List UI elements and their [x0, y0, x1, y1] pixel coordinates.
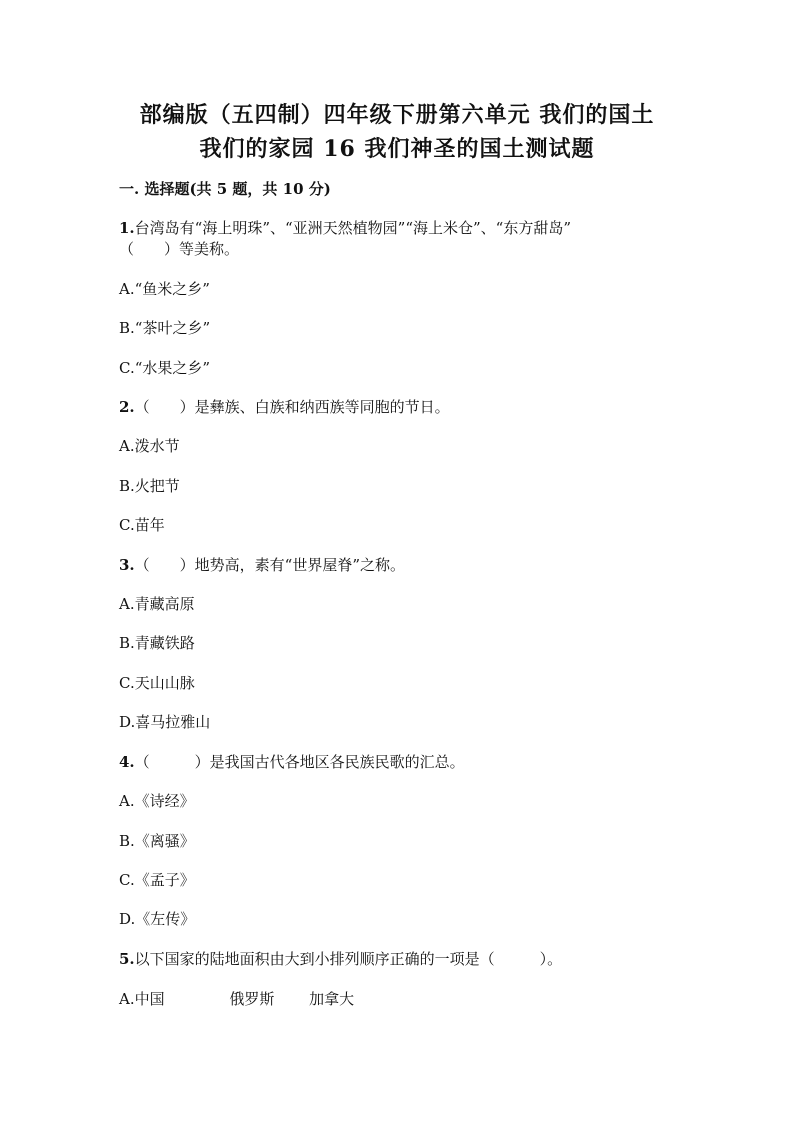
option-a: A.中国 俄罗斯 加拿大	[119, 990, 355, 1008]
option-a: A.青藏高原	[119, 595, 195, 613]
question-text: 台湾岛有“海上明珠”、“亚洲天然植物园”“海上米仓”、“东方甜岛”	[134, 219, 572, 237]
question-text: （ ）是彝族、白族和纳西族等同胞的节日。	[134, 398, 450, 416]
question-text: （ ）地势高，素有“世界屋脊”之称。	[134, 556, 406, 574]
option-a: A.泼水节	[119, 437, 180, 455]
option-c: C.天山山脉	[119, 674, 195, 692]
question-text: （ ）等美称。	[119, 240, 240, 258]
option-c: C.苗年	[119, 516, 165, 534]
question-1-continued	[119, 238, 239, 259]
question-number: 3.	[119, 556, 135, 574]
option-b: B.“茶叶之乡”	[119, 319, 211, 337]
document-title-line-2: 我们的家园 16 我们神圣的国土测试题	[199, 136, 595, 162]
option-c: C.“水果之乡”	[119, 359, 211, 377]
question-number: 2.	[119, 398, 135, 416]
question-2	[119, 396, 450, 417]
question-5	[119, 948, 562, 969]
option-a: A.《诗经》	[119, 792, 195, 810]
question-number: 4.	[119, 753, 135, 771]
question-4	[119, 751, 465, 772]
question-text: （ ）是我国古代各地区各民族民歌的汇总。	[134, 753, 465, 771]
question-number: 5.	[119, 950, 135, 968]
option-b: B.火把节	[119, 477, 180, 495]
document-title-line-1: 部编版（五四制）四年级下册第六单元 我们的国土	[139, 102, 655, 128]
question-number: 1.	[119, 219, 135, 237]
option-d: D.《左传》	[119, 910, 196, 928]
section-heading: 一. 选择题(共 5 题，共 10 分)	[119, 180, 331, 198]
option-b: B.《离骚》	[119, 832, 195, 850]
option-a: A.“鱼米之乡”	[119, 280, 210, 298]
question-text: 以下国家的陆地面积由大到小排列顺序正确的一项是（ ）。	[134, 950, 563, 968]
question-3	[119, 554, 405, 575]
option-d: D.喜马拉雅山	[119, 713, 211, 731]
question-1	[119, 217, 571, 238]
option-b: B.青藏铁路	[119, 634, 195, 652]
option-c: C.《孟子》	[119, 871, 195, 889]
